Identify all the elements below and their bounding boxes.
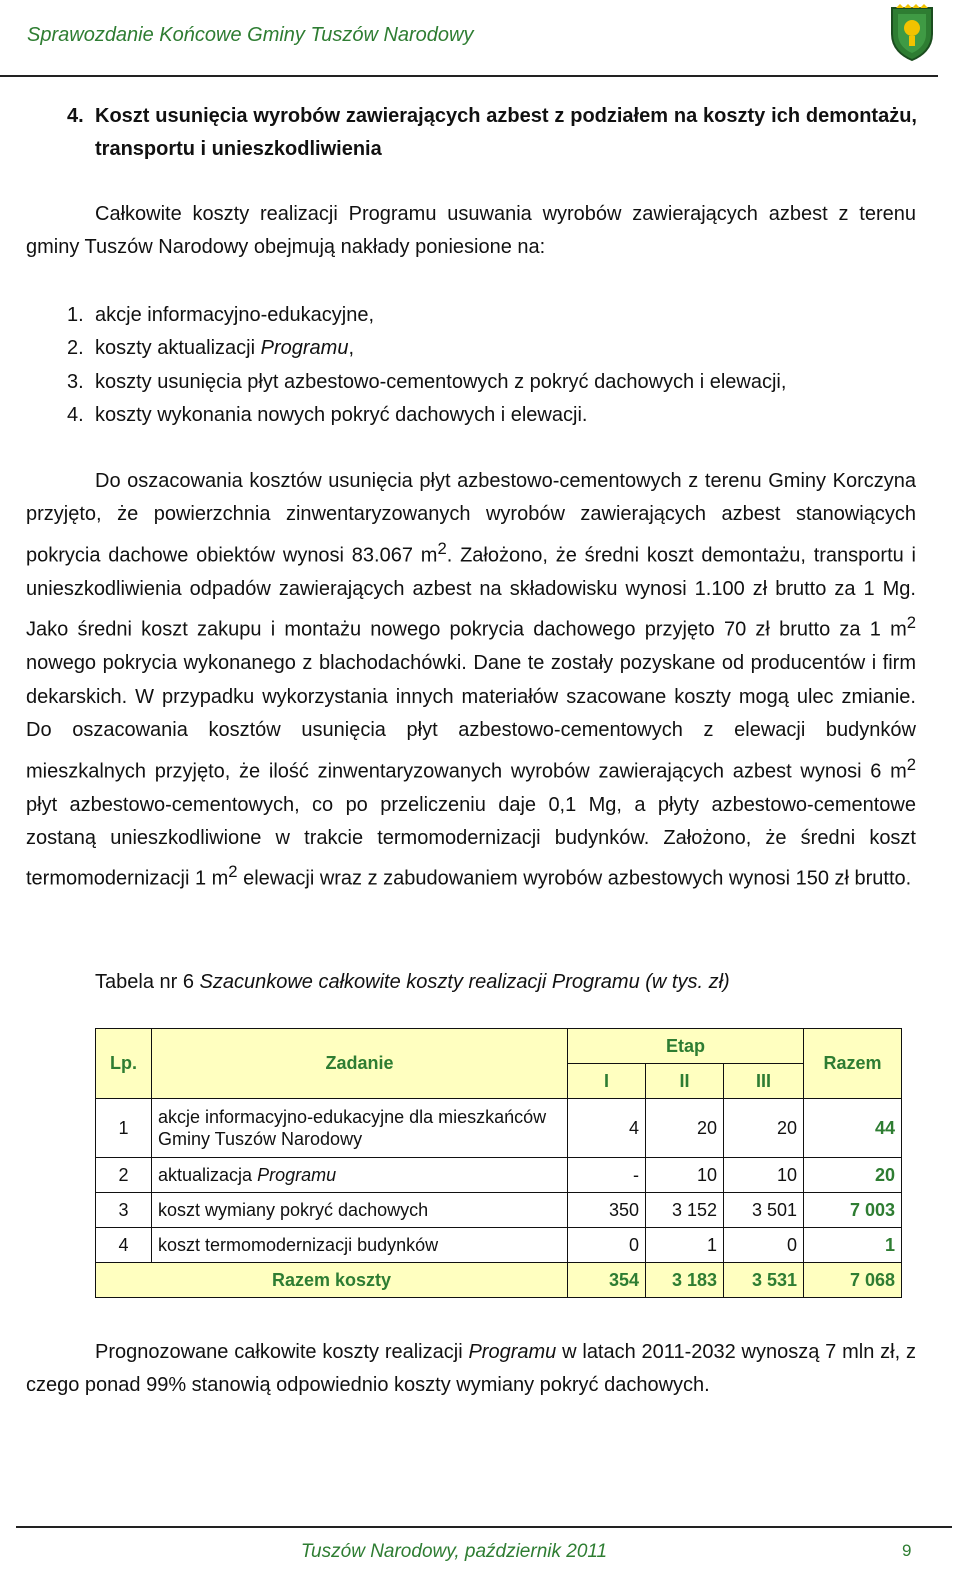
- cell-stage-3: 10: [724, 1158, 804, 1193]
- cell-stage-1: 350: [568, 1193, 646, 1228]
- table-row: [96, 1193, 902, 1228]
- header-stage-1: I: [568, 1064, 646, 1099]
- cell-total: 20: [804, 1158, 902, 1193]
- list-number: 2.: [67, 337, 84, 360]
- cell-task-text: aktualizacja: [158, 1164, 258, 1185]
- list-item: [67, 366, 927, 399]
- list-text-italic: Programu: [260, 337, 349, 360]
- body-text-3: nowego pokrycia wykonanego z blachodachówki. Dane te zostały pozyskane od producentów i firm dekarskich. W przypadku wykorzystania innych materiałów szacowane koszty mogą ulec zmianie. Do oszacowania kosztów usunięcia płyt azbestowo-cementowych z elewacji budynków mieszkalnych przyjęto, że ilość zinwentaryzowanych wyrobów zawierających azbest wynosi 6 m: [26, 652, 916, 783]
- cell-stage-3: 20: [724, 1099, 804, 1158]
- cell-stage-2: 1: [646, 1228, 724, 1263]
- cell-task: koszt wymiany pokryć dachowych: [152, 1193, 568, 1228]
- caption-prefix: Tabela nr 6: [95, 971, 200, 993]
- footer-text: Tuszów Narodowy, październik 2011: [300, 1541, 608, 1562]
- cell-lp: 2: [96, 1158, 152, 1193]
- table-sum-row: [96, 1263, 902, 1298]
- section-title: Koszt usunięcia wyrobów zawierających azbest z podziałem na koszty ich demontażu, transportu i unieszkodliwienia: [95, 105, 917, 160]
- cell-stage-1: 4: [568, 1099, 646, 1158]
- table-row: [96, 1228, 902, 1263]
- list-text-after: ,: [348, 337, 354, 360]
- header-stage: Etap: [568, 1029, 804, 1064]
- section-heading: [67, 100, 917, 166]
- sum-stage-2: 3 183: [646, 1263, 724, 1298]
- cell-stage-3: 3 501: [724, 1193, 804, 1228]
- list-number: 3.: [67, 370, 84, 393]
- sum-stage-3: 3 531: [724, 1263, 804, 1298]
- header-lp: Lp.: [96, 1029, 152, 1099]
- superscript: 2: [228, 862, 238, 882]
- cell-stage-1: -: [568, 1158, 646, 1193]
- cell-task: akcje informacyjno-edukacyjne dla mieszkańców Gminy Tuszów Narodowy: [152, 1099, 568, 1158]
- cost-estimation-paragraph: [26, 465, 916, 897]
- body-text-5: elewacji wraz z zabudowaniem wyrobów azbestowych wynosi 150 zł brutto.: [237, 868, 912, 891]
- cell-task-italic: Programu: [257, 1164, 337, 1185]
- section-number: 4.: [67, 105, 84, 127]
- list-number: 4.: [67, 404, 84, 427]
- conclusion-paragraph: [26, 1336, 916, 1403]
- list-number: 1.: [67, 304, 84, 326]
- cell-task: [152, 1158, 568, 1193]
- sum-label: Razem koszty: [96, 1263, 568, 1298]
- cell-total: 44: [804, 1099, 902, 1158]
- header-divider: [0, 75, 938, 77]
- superscript: 2: [437, 538, 447, 558]
- footer-divider: [16, 1526, 952, 1528]
- intro-paragraph: Całkowite koszty realizacji Programu usuwania wyrobów zawierających azbest z terenu gminy Tuszów Narodowy obejmują nakłady poniesione na:: [26, 203, 916, 259]
- cell-task: koszt termomodernizacji budynków: [152, 1228, 568, 1263]
- list-text: koszty aktualizacji: [95, 337, 261, 360]
- sum-total: 7 068: [804, 1263, 902, 1298]
- body-text-1: Do oszacowania kosztów usunięcia płyt azbestowo-cementowych z terenu Gminy Korczyna przyjęto, że powierzchnia zinwentaryzowanych wyrobów zawierających azbest stanowiących pokrycia dachowe obiektów wynosi 83.067 m: [26, 470, 916, 567]
- coat-of-arms-icon: [886, 4, 938, 62]
- sum-stage-1: 354: [568, 1263, 646, 1298]
- list-text: koszty usunięcia płyt azbestowo-cementowych z pokryć dachowych i elewacji,: [95, 370, 787, 393]
- list-text: koszty wykonania nowych pokryć dachowych i elewacji.: [95, 404, 588, 427]
- list-text: akcje informacyjno-edukacyjne,: [95, 304, 375, 326]
- table-row: [96, 1158, 902, 1193]
- list-item: [67, 332, 927, 365]
- header-task: Zadanie: [152, 1029, 568, 1099]
- cell-lp: 3: [96, 1193, 152, 1228]
- caption-title: Szacunkowe całkowite koszty realizacji Programu (w tys. zł): [199, 971, 730, 993]
- conclusion-italic: Programu: [468, 1341, 557, 1363]
- table-caption: [95, 966, 730, 999]
- superscript: 2: [906, 754, 916, 774]
- header-total: Razem: [804, 1029, 902, 1099]
- cost-items-list: [67, 299, 927, 433]
- header-stage-3: III: [724, 1064, 804, 1099]
- document-header-title: Sprawozdanie Końcowe Gminy Tuszów Narodowy: [27, 24, 474, 46]
- cell-total: 7 003: [804, 1193, 902, 1228]
- cell-lp: 4: [96, 1228, 152, 1263]
- list-item: [67, 399, 927, 432]
- cell-lp: 1: [96, 1099, 152, 1158]
- cell-stage-1: 0: [568, 1228, 646, 1263]
- conclusion-before: Prognozowane całkowite koszty realizacji: [95, 1341, 469, 1363]
- cell-stage-3: 0: [724, 1228, 804, 1263]
- cost-table: [95, 1028, 902, 1298]
- cell-stage-2: 3 152: [646, 1193, 724, 1228]
- body-text-2: . Założono, że średni koszt demontażu, transportu i unieszkodliwienia odpadów zawierających azbest na składowisku wynosi 1.100 zł brutto za 1 Mg. Jako średni koszt zakupu i montażu nowego pokrycia dachowego przyjęto 70 zł brutto za 1 m: [26, 544, 916, 641]
- header-stage-2: II: [646, 1064, 724, 1099]
- superscript: 2: [906, 613, 916, 633]
- body-text-4: płyt azbestowo-cementowych, co po przeliczeniu daje 0,1 Mg, a płyty azbestowo-cementowe zostaną unieszkodliwione w trakcie termomodernizacji budynków. Założono, że średni koszt termomodernizacji 1 m: [26, 793, 916, 891]
- cell-stage-2: 10: [646, 1158, 724, 1193]
- cell-total: 1: [804, 1228, 902, 1263]
- cell-stage-2: 20: [646, 1099, 724, 1158]
- list-item: [67, 299, 927, 332]
- table-row: [96, 1099, 902, 1158]
- conclusion-after: w latach 2011-2032 wynoszą 7 mln zł, z czego ponad 99% stanowią odpowiednio koszty wymiany pokryć dachowych.: [26, 1341, 916, 1397]
- page-number: 9: [902, 1541, 912, 1560]
